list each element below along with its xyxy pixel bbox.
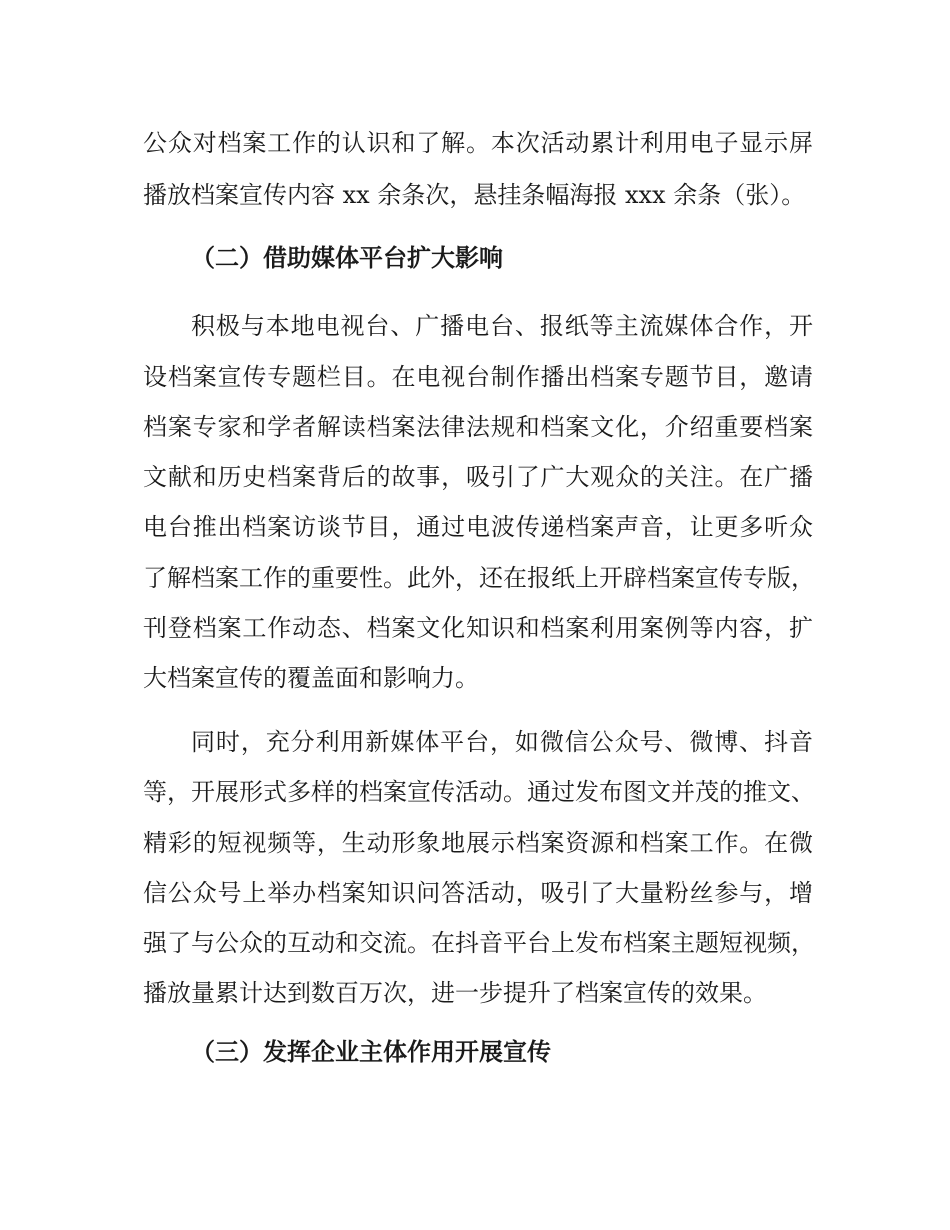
paragraph-line: 公众对档案工作的认识和了解。本次活动累计利用电子显示屏 xyxy=(143,129,813,157)
paragraph-line: 播放量累计达到数百万次，进一步提升了档案宣传的效果。 xyxy=(143,979,767,1007)
paragraph-line: 了解档案工作的重要性。此外，还在报纸上开辟档案宣传专版， xyxy=(143,564,815,592)
paragraph-line: 等，开展形式多样的档案宣传活动。通过发布图文并茂的推文、 xyxy=(143,778,815,806)
paragraph-line: 文献和历史档案背后的故事，吸引了广大观众的关注。在广播 xyxy=(143,463,813,491)
paragraph-line: 档案专家和学者解读档案法律法规和档案文化，介绍重要档案 xyxy=(143,413,813,441)
paragraph-line: 信公众号上举办档案知识问答活动，吸引了大量粉丝参与，增 xyxy=(143,879,813,907)
paragraph-line: 强了与公众的互动和交流。在抖音平台上发布档案主题短视频， xyxy=(143,929,815,957)
paragraph-line: 设档案宣传专题栏目。在电视台制作播出档案专题节目，邀请 xyxy=(143,363,813,391)
paragraph-line: 播放档案宣传内容 xx 余条次，悬挂条幅海报 xxx 余条（张）。 xyxy=(143,181,806,209)
paragraph-line: 大档案宣传的覆盖面和影响力。 xyxy=(143,664,479,692)
paragraph-line: 刊登档案工作动态、档案文化知识和档案利用案例等内容，扩 xyxy=(143,614,813,642)
paragraph-line: 电台推出档案访谈节目，通过电波传递档案声音，让更多听众 xyxy=(143,513,813,541)
paragraph-line: 同时，充分利用新媒体平台，如微信公众号、微博、抖音 xyxy=(191,728,813,756)
section-heading-3: （三）发挥企业主体作用开展宣传 xyxy=(191,1038,551,1066)
paragraph-line: 精彩的短视频等，生动形象地展示档案资源和档案工作。在微 xyxy=(143,829,813,857)
section-heading-2: （二）借助媒体平台扩大影响 xyxy=(191,244,503,272)
paragraph-line: 积极与本地电视台、广播电台、报纸等主流媒体合作，开 xyxy=(191,312,813,340)
